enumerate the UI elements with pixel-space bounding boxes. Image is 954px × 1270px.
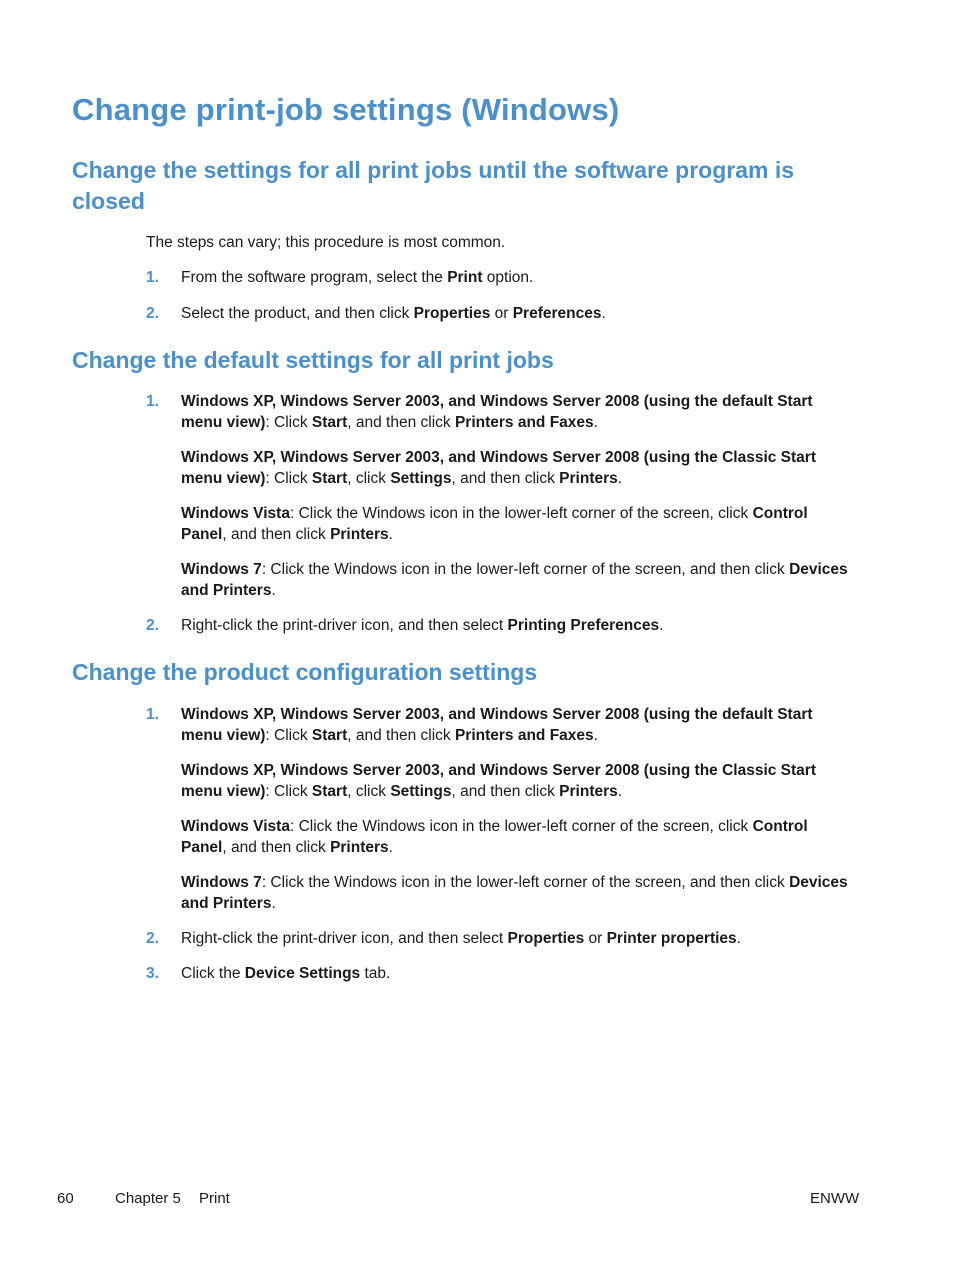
xp-classic-instructions: Windows XP, Windows Server 2003, and Windows Server 2008 (using the Classic Start menu view): Click Start, click Settings, and then click Printers.	[181, 762, 817, 800]
vista-instructions: Windows Vista: Click the Windows icon in the lower-left corner of the screen, click Control Panel, and then click Printers.	[181, 505, 808, 543]
step-text: Click the Device Settings tab.	[181, 965, 391, 982]
footer-locale: ENWW	[810, 1190, 860, 1207]
step-number: 1.	[146, 269, 159, 286]
step-number: 2.	[146, 617, 159, 634]
page-title: Change print-job settings (Windows)	[72, 92, 620, 127]
page-number: 60	[57, 1190, 74, 1207]
intro-text: The steps can vary; this procedure is most common.	[146, 234, 506, 251]
footer-chapter-title: Print	[199, 1190, 230, 1207]
win7-instructions: Windows 7: Click the Windows icon in the lower-left corner of the screen, and then click Devices and Printers.	[181, 874, 848, 912]
step-text: Right-click the print-driver icon, and then select Properties or Printer properties.	[181, 930, 741, 947]
step-number: 2.	[146, 930, 159, 947]
win7-instructions: Windows 7: Click the Windows icon in the lower-left corner of the screen, and then click Devices and Printers.	[181, 561, 848, 599]
step-text: Right-click the print-driver icon, and then select Printing Preferences.	[181, 617, 664, 634]
xp-default-instructions: Windows XP, Windows Server 2003, and Windows Server 2008 (using the default Start menu view): Click Start, and then click Printers and Faxes.	[181, 393, 813, 431]
step-number: 1.	[146, 393, 159, 410]
step-number: 2.	[146, 305, 159, 322]
step-text: From the software program, select the Print option.	[181, 269, 534, 286]
section-heading-default-settings: Change the default settings for all print jobs	[72, 347, 554, 373]
footer-chapter: Chapter 5	[115, 1190, 181, 1207]
section-heading-until-closed: Change the settings for all print jobs until the software program is closed	[72, 157, 795, 214]
step-text: Select the product, and then click Properties or Preferences.	[181, 305, 606, 322]
step-number: 3.	[146, 965, 159, 982]
step-number: 1.	[146, 706, 159, 723]
section-heading-product-configuration: Change the product configuration settings	[72, 659, 538, 685]
vista-instructions: Windows Vista: Click the Windows icon in the lower-left corner of the screen, click Control Panel, and then click Printers.	[181, 818, 808, 856]
xp-default-instructions: Windows XP, Windows Server 2003, and Windows Server 2008 (using the default Start menu view): Click Start, and then click Printers and Faxes.	[181, 706, 813, 744]
xp-classic-instructions: Windows XP, Windows Server 2003, and Windows Server 2008 (using the Classic Start menu view): Click Start, click Settings, and then click Printers.	[181, 449, 817, 487]
